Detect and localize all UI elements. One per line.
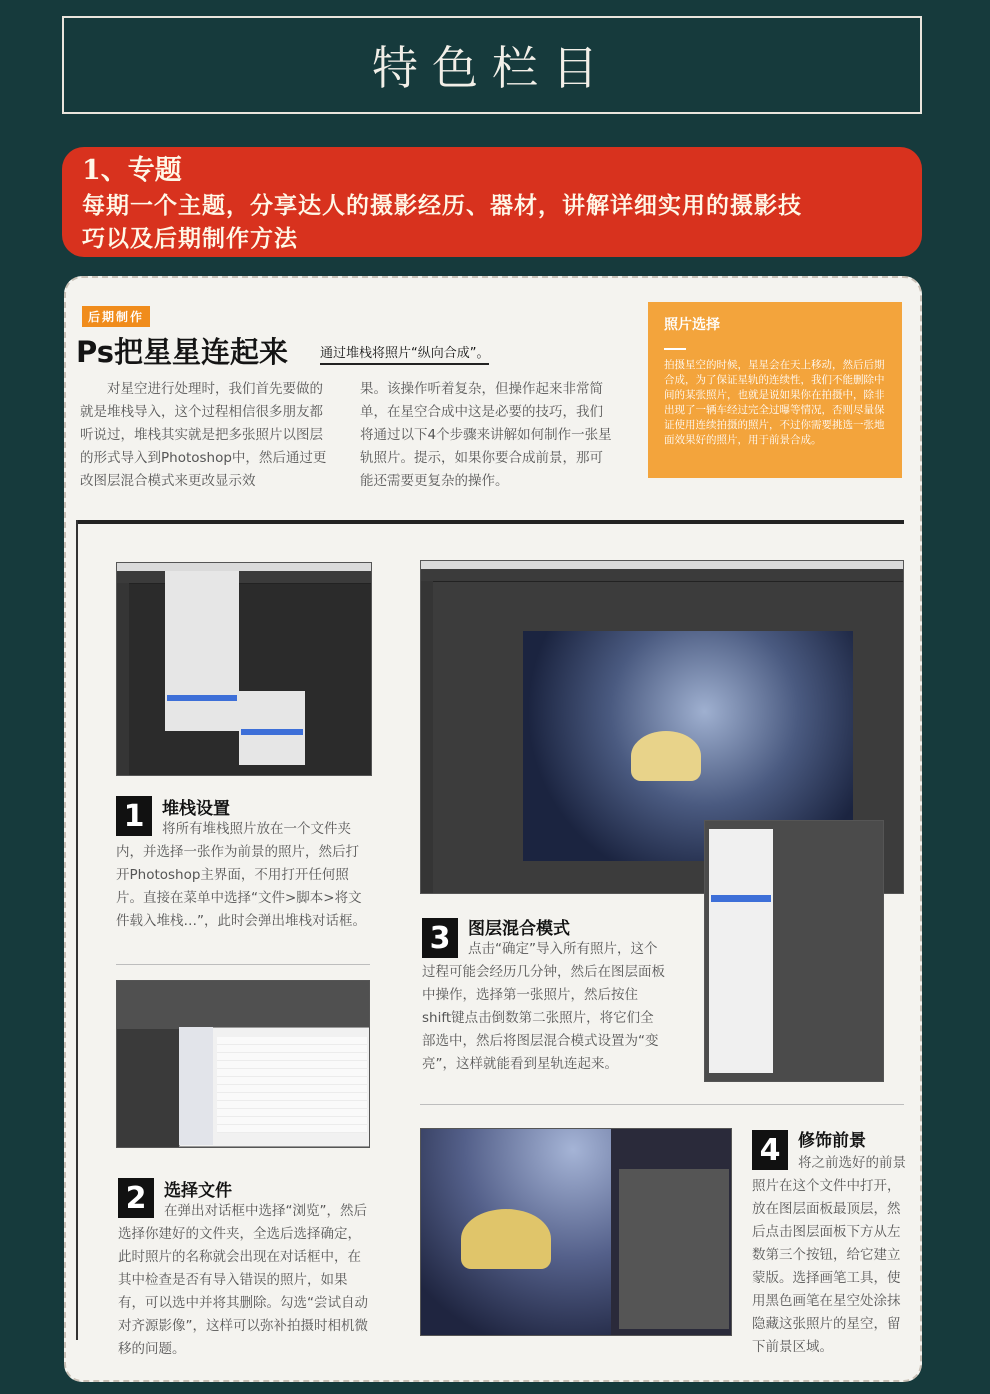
step3-divider [420,1104,904,1105]
magazine-page [64,276,922,1382]
step4-title: 修饰前景 [798,1131,866,1151]
screenshot-step1-menu [116,562,372,776]
step3-body: 点击“确定”导入所有照片，这个过程可能会经历几分钟，然后在图层面板中操作，选择第一张照片，然后按住shift键点击倒数第二张照片，将它们全部选中，然后将图层混合模式设置为“变亮”，这样就能看到星轨连起来。 [422,941,665,1072]
left-rule [76,520,78,1340]
section-divider-bar [76,520,904,524]
sidebar-divider [664,348,686,350]
step1-divider [116,964,370,965]
article-subtitle: 通过堆栈将照片“纵向合成”。 [320,342,489,365]
screenshot-step2-dialog [116,980,370,1148]
section-title: 特色栏目 [372,41,612,95]
step2-number: 2 [118,1178,154,1218]
step1-title: 堆栈设置 [162,799,230,819]
sidebar-body: 拍摄星空的时候，星星会在天上移动，然后后期合成，为了保证星轨的连续性，我们不能删除中间的某张照片，也就是说如果你在拍摄中，除非出现了一辆车经过完全过曝等情况，否则尽量保证使用连续拍摄的照片，不过你需要挑选一张地面效果好的照片，用于前景合成。 [664,359,885,446]
intro-text-left: 对星空进行处理时，我们首先要做的就是堆栈导入，这个过程相信很多朋友都听说过，堆栈其实就是把多张照片以图层的形式导入到Photoshop中，然后通过更改图层混合模式来更改显示效 [80,381,327,489]
banner-desc-line2: 巧以及后期制作方法 [82,225,298,252]
step3-title: 图层混合模式 [468,919,570,939]
article-title: Ps把星星连起来 [76,335,289,369]
screenshot-step4-foreground [420,1128,732,1336]
intro-text-right: 果。该操作听着复杂，但操作起来非常简单，在星空合成中这是必要的技巧，我们将通过以下4个步骤来讲解如何制作一张星轨照片。提示，如果你要合成前景，那可能还需要更复杂的操作。 [360,381,612,489]
step1-body: 将所有堆栈照片放在一个文件夹内，并选择一张作为前景的照片，然后打开Photoshop主界面，不用打开任何照片。直接在菜单中选择“文件>脚本>将文件载入堆栈…”，此时会弹出堆栈对话框。 [116,821,366,929]
feature-banner [62,147,922,257]
layers-panel [704,820,884,1082]
step2-title: 选择文件 [164,1181,232,1201]
step3-number: 3 [422,918,458,958]
banner-desc-line1: 每期一个主题，分享达人的摄影经历、器材，讲解详细实用的摄影技 [82,192,802,219]
step4-number: 4 [752,1130,788,1170]
section-title-box [62,16,922,114]
sidebar-title: 照片选择 [664,317,720,333]
category-tag: 后期制作 [82,306,150,327]
banner-heading: 1、专题 [82,155,182,186]
step4-body: 将之前选好的前景照片在这个文件中打开，放在图层面板最顶层，然后点击图层面板下方从左数第三个按钮，给它建立蒙版。选择画笔工具，使用黑色画笔在星空处涂抹隐藏这张照片的星空，留下前景区域。 [752,1155,906,1355]
step1-number: 1 [116,796,152,836]
step2-body: 在弹出对话框中选择“浏览”，然后选择你建好的文件夹，全选后选择确定，此时照片的名称就会出现在对话框中，在其中检查是否有导入错误的照片，如果有，可以选中并将其删除。勾选“尝试自动对齐源影像”，这样可以弥补拍摄时相机微移的问题。 [118,1203,368,1357]
sidebar-photo-selection [648,302,902,478]
